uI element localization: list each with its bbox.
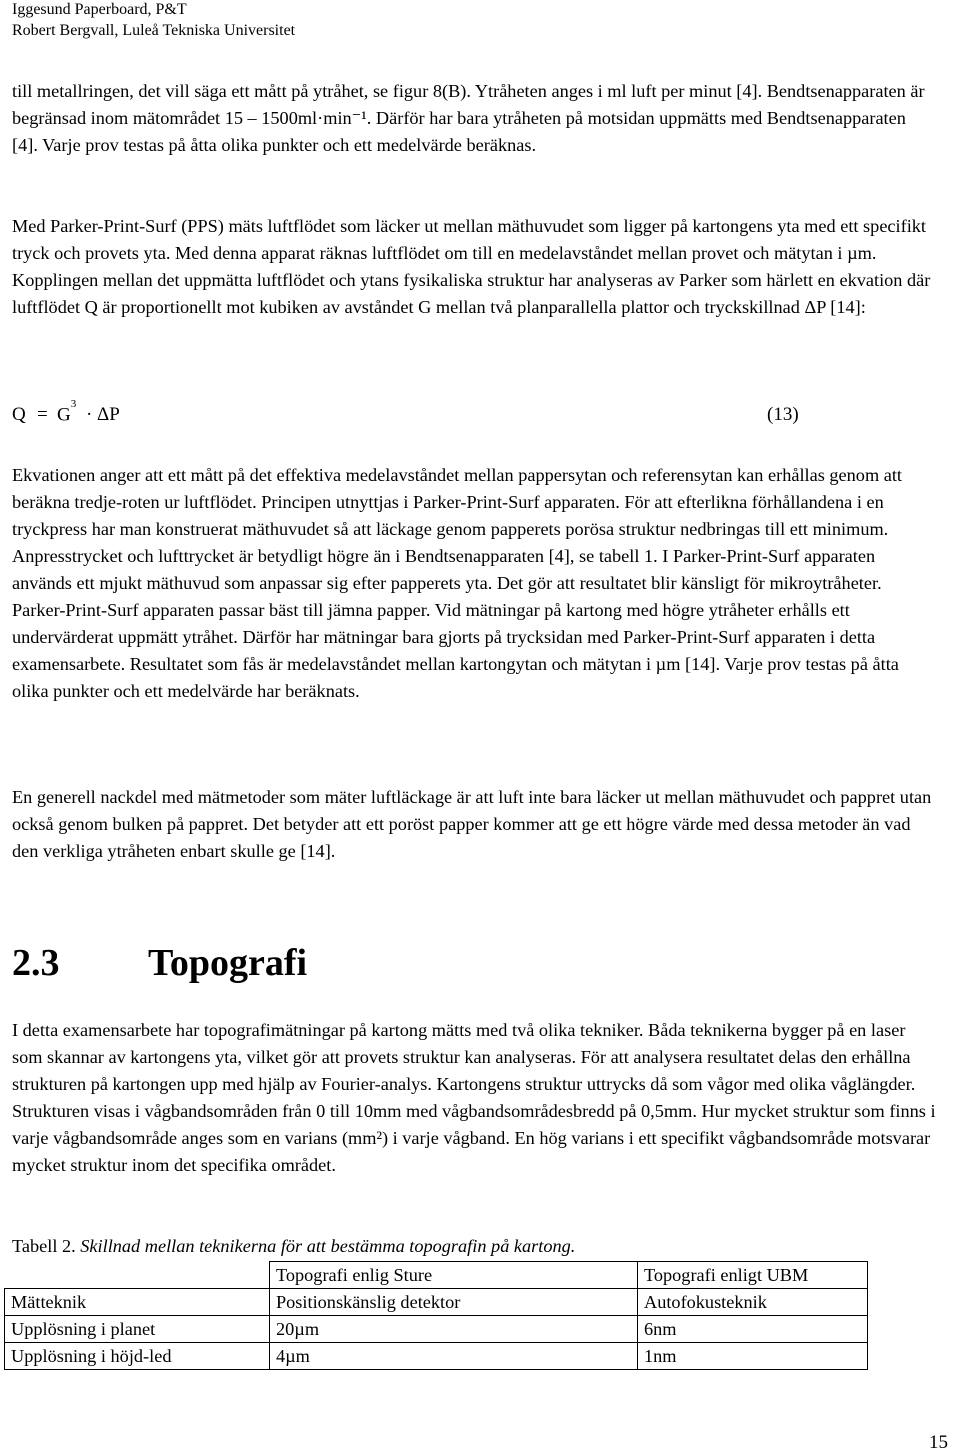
equation-lhs: Q [12,404,26,425]
table-cell: 20µm [270,1316,638,1343]
table-header-ubm: Topografi enligt UBM [638,1262,868,1289]
table-row [5,1316,868,1343]
comparison-table [4,1261,868,1370]
table-header-empty [5,1262,270,1289]
paragraph-equation-explanation: Ekvationen anger att ett mått på det effektiva medelavståndet mellan pappersytan och referensytan kan erhållas genom att beräkna tredje-roten ur luftflödet. Principen utnyttjas i Parker-Print-Surf apparaten. För att efterlikna förhållandena i en tryckpress har man konstruerat mäthuvudet så att läckage genom papperets porösa struktur nedbringas till ett minimum. Anpresstrycket och lufttrycket är betydligt högre än i Bendtsenapparaten [4], se tabell 1. I Parker-Print-Surf apparaten används ett mjukt mäthuvud som anpassar sig efter papperets yta. Det gör att resultatet blir känsligt för mikroytråheter. Parker-Print-Surf apparaten passar bäst till jämna papper. Vid mätningar på kartong med högre ytråheter erhålls ett undervärderat uppmätt ytråhet. Därför har mätningar bara gjorts på trycksidan med Parker-Print-Surf apparaten i detta examensarbete. Resultatet som fås är medelavståndet mellan kartongytan och mätytan i µm [14]. Varje prov testas på åtta olika punkter och ett medelvärde har beräknats. [12,465,903,701]
table-cell: Mätteknik [5,1289,270,1316]
section-title: Topografi [148,942,308,984]
paragraph-topography: I detta examensarbete har topografimätningar på kartong mätts med två olika tekniker. Båda teknikerna bygger på en laser som skannar av kartongens yta, vilket gör att provets struktur kan analyseras. För att analysera resultatet delas den erhållna strukturen på kartongen upp med hjälp av Fourier-analys. Kartongens struktur uttrycks då som vågor med olika våglängder. Strukturen visas i vågbandsområden från 0 till 10mm med vågbandsområdesbredd på 0,5mm. Hur mycket struktur som finns i varje vågbandsområde anges som en varians (mm²) i varje vågband. En hög varians i ett specifikt vågbandsområde motsvarar mycket struktur inom det specifika området. [12,1020,936,1175]
table-cell: Positionskänslig detektor [270,1289,638,1316]
table-caption [12,1233,575,1260]
equation-equals: = [37,404,48,425]
table-header-sture: Topografi enlig Sture [270,1262,638,1289]
equation-dot: · [86,404,93,425]
equation-g: $G^3$ [57,398,77,426]
header-company: Iggesund Paperboard, P&T [12,1,187,18]
page-number: 15 [929,1432,948,1453]
table-cell: 1nm [638,1343,868,1370]
table-row [5,1289,868,1316]
table-cell: Upplösning i planet [5,1316,270,1343]
table-cell: 6nm [638,1316,868,1343]
section-heading [12,938,307,988]
header-author: Robert Bergvall, Luleå Tekniska Universitet [12,22,296,39]
table-cell: 4µm [270,1343,638,1370]
table-caption-label: Tabell 2. [12,1236,76,1256]
paragraph-bendtsen: till metallringen, det vill säga ett mått på ytråhet, se figur 8(B). Ytråheten anges i ml luft per minut [4]. Bendtsenapparaten är begränsad inom mätområdet 15 – 1500ml·min⁻¹. Därför har bara ytråheten på motsidan uppmätts med Bendtsenapparaten [4]. Varje prov testas på åtta olika punkter och ett medelvärde beräknas. [12,81,925,155]
section-number: 2.3 [12,942,60,984]
table-header-row [5,1262,868,1289]
table-row [5,1343,868,1370]
equation-number: (13) [767,404,799,425]
paragraph-general-drawback: En generell nackdel med mätmetoder som mäter luftläckage är att luft inte bara läcker ut mellan mäthuvudet och pappret utan också genom bulken på pappret. Det betyder att ett poröst papper kommer att ge ett högre värde med dessa metoder än vad den verkliga ytråheten enbart skulle ge [14]. [12,787,932,861]
table-cell: Autofokusteknik [638,1289,868,1316]
paragraph-pps-intro: Med Parker-Print-Surf (PPS) mäts luftflödet som läcker ut mellan mäthuvudet som ligger på kartongens yta med ett specifikt tryck och provets yta. Med denna apparat räknas luftflödet om till en medelavståndet mellan provet och mätytan i µm. Kopplingen mellan det uppmätta luftflödet och ytans fysikaliska struktur har analyseras av Parker som härlett en ekvation där luftflödet Q är proportionellt mot kubiken av avståndet G mellan två planparallella plattor och tryckskillnad ΔP [14]: [12,216,931,317]
table-caption-text: Skillnad mellan teknikerna för att bestämma topografin på kartong. [80,1236,576,1256]
table-cell: Upplösning i höjd-led [5,1343,270,1370]
equation-delta-p: ΔP [97,404,120,425]
